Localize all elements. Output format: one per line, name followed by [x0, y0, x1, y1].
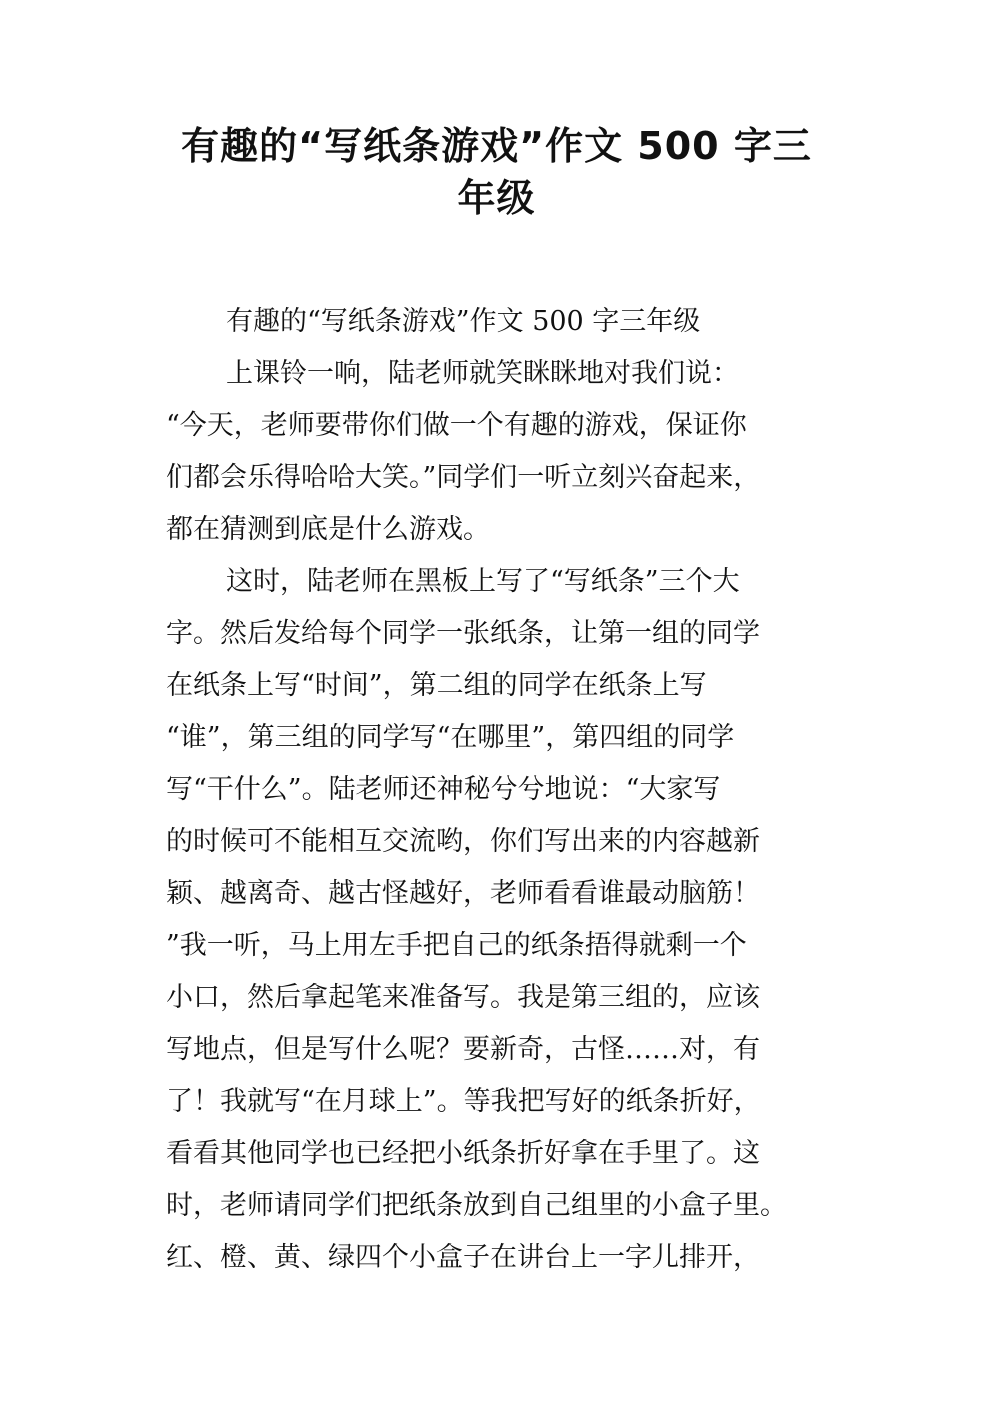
text-line: 小口，然后拿起笔来准备写。我是第三组的，应该: [166, 982, 760, 1013]
text-line: 们都会乐得哈哈大笑。”同学们一听立刻兴奋起来，: [166, 462, 761, 493]
text-line: 红、橙、黄、绿四个小盒子在讲台上一字儿排开，: [166, 1242, 760, 1273]
text-line: “今天，老师要带你们做一个有趣的游戏，保证你: [166, 410, 747, 441]
text-line: 颖、越离奇、越古怪越好，老师看看谁最动脑筋！: [166, 878, 760, 909]
text-line: 看看其他同学也已经把小纸条折好拿在手里了。这: [166, 1138, 760, 1169]
text-line: 写“干什么”。陆老师还神秘兮兮地说：“大家写: [166, 774, 721, 805]
title-line-2: 年级: [457, 176, 536, 220]
text-line: 都在猜测到底是什么游戏。: [166, 514, 490, 545]
text-line: 有趣的“写纸条游戏”作文 500 字三年级: [226, 306, 701, 337]
document-body: [166, 296, 856, 1284]
text-line: 的时候可不能相互交流哟，你们写出来的内容越新: [166, 826, 760, 857]
text-line: 时，老师请同学们把纸条放到自己组里的小盒子里。: [166, 1190, 787, 1221]
document-title: [150, 120, 843, 224]
text-line: “谁”，第三组的同学写“在哪里”，第四组的同学: [166, 722, 735, 753]
text-line: 这时，陆老师在黑板上写了“写纸条”三个大: [226, 566, 740, 597]
text-line: ”我一听，马上用左手把自己的纸条捂得就剩一个: [166, 930, 747, 961]
text-line: 写地点，但是写什么呢？要新奇，古怪……对，有: [166, 1034, 760, 1065]
text-line: 在纸条上写“时间”，第二组的同学在纸条上写: [166, 670, 707, 701]
text-line: 字。然后发给每个同学一张纸条，让第一组的同学: [166, 618, 760, 649]
title-line-1: 有趣的“写纸条游戏”作文 500 字三: [181, 124, 812, 168]
text-line: 了！我就写“在月球上”。等我把写好的纸条折好，: [166, 1086, 761, 1117]
text-line: 上课铃一响，陆老师就笑眯眯地对我们说：: [226, 358, 739, 389]
